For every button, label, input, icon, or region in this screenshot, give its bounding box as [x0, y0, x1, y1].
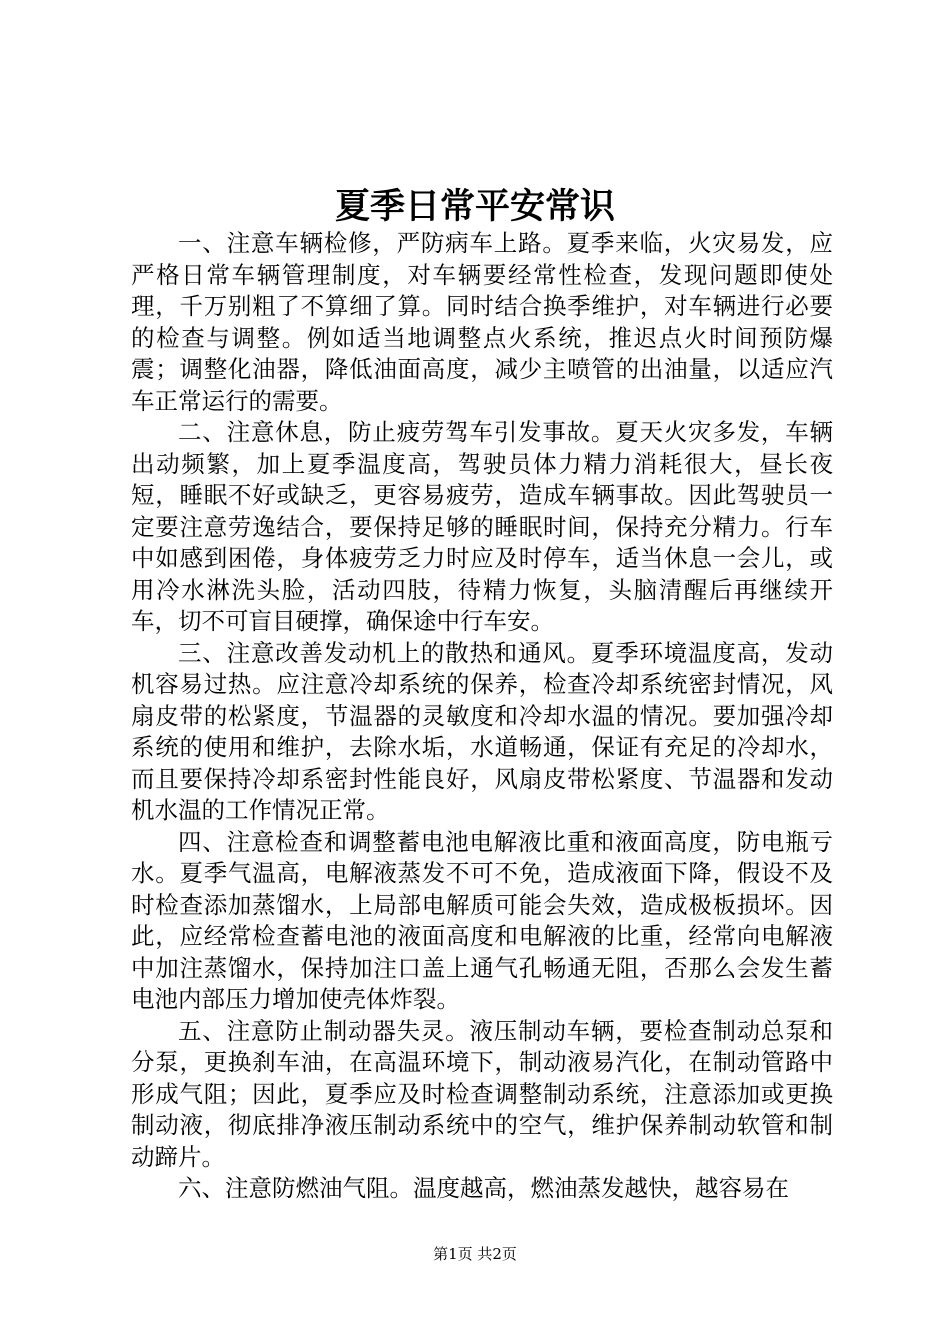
paragraph-2: 二、注意休息，防止疲劳驾车引发事故。夏天火灾多发，车辆出动频繁，加上夏季温度高，驾驶员体力精力消耗很大，昼长夜短，睡眠不好或缺乏，更容易疲劳，造成车辆事故。因此驾驶员一定要注意劳逸结合，要保持足够的睡眠时间，保持充分精力。行车中如感到困倦，身体疲劳乏力时应及时停车，适当休息一会儿，或用冷水淋洗头脸，活动四肢，待精力恢复，头脑清醒后再继续开车，切不可盲目硬撑，确保途中行车安。 [131, 418, 833, 635]
paragraph-5: 五、注意防止制动器失灵。液压制动车辆，要检查制动总泵和分泵，更换刹车油，在高温环境下，制动液易汽化，在制动管路中形成气阻；因此，夏季应及时检查调整制动系统，注意添加或更换制动液，彻底排净液压制动系统中的空气，维护保养制动软管和制动蹄片。 [131, 1016, 833, 1171]
page-footer: 第1页 共2页 [433, 1245, 517, 1263]
paragraph-6: 六、注意防燃油气阻。温度越高，燃油蒸发越快，越容易在 [178, 1174, 789, 1202]
paragraph-4: 四、注意检查和调整蓄电池电解液比重和液面高度，防电瓶亏水。夏季气温高，电解液蒸发不可不免，造成液面下降，假设不及时检查添加蒸馏水，上局部电解质可能会失效，造成极板损坏。因此，应经常检查蓄电池的液面高度和电解液的比重，经常向电解液中加注蒸馏水，保持加注口盖上通气孔畅通无阻，否那么会发生蓄电池内部压力增加使壳体炸裂。 [131, 827, 833, 1013]
document-body [131, 228, 833, 1205]
paragraph-1: 一、注意车辆检修，严防病车上路。夏季来临，火灾易发，应严格日常车辆管理制度，对车辆要经常性检查，发现问题即使处理，千万别粗了不算细了算。同时结合换季维护，对车辆进行必要的检查与调整。例如适当地调整点火系统，推迟点火时间预防爆震；调整化油器，降低油面高度，减少主喷管的出油量，以适应汽车正常运行的需要。 [131, 229, 833, 415]
paragraph-3: 三、注意改善发动机上的散热和通风。夏季环境温度高，发动机容易过热。应注意冷却系统的保养，检查冷却系统密封情况，风扇皮带的松紧度，节温器的灵敏度和冷却水温的情况。要加强冷却系统的使用和维护，去除水垢，水道畅通，保证有充足的冷却水，而且要保持冷却系密封性能良好，风扇皮带松紧度、节温器和发动机水温的工作情况正常。 [131, 638, 833, 824]
page-title: 夏季日常平安常识 [334, 186, 615, 227]
